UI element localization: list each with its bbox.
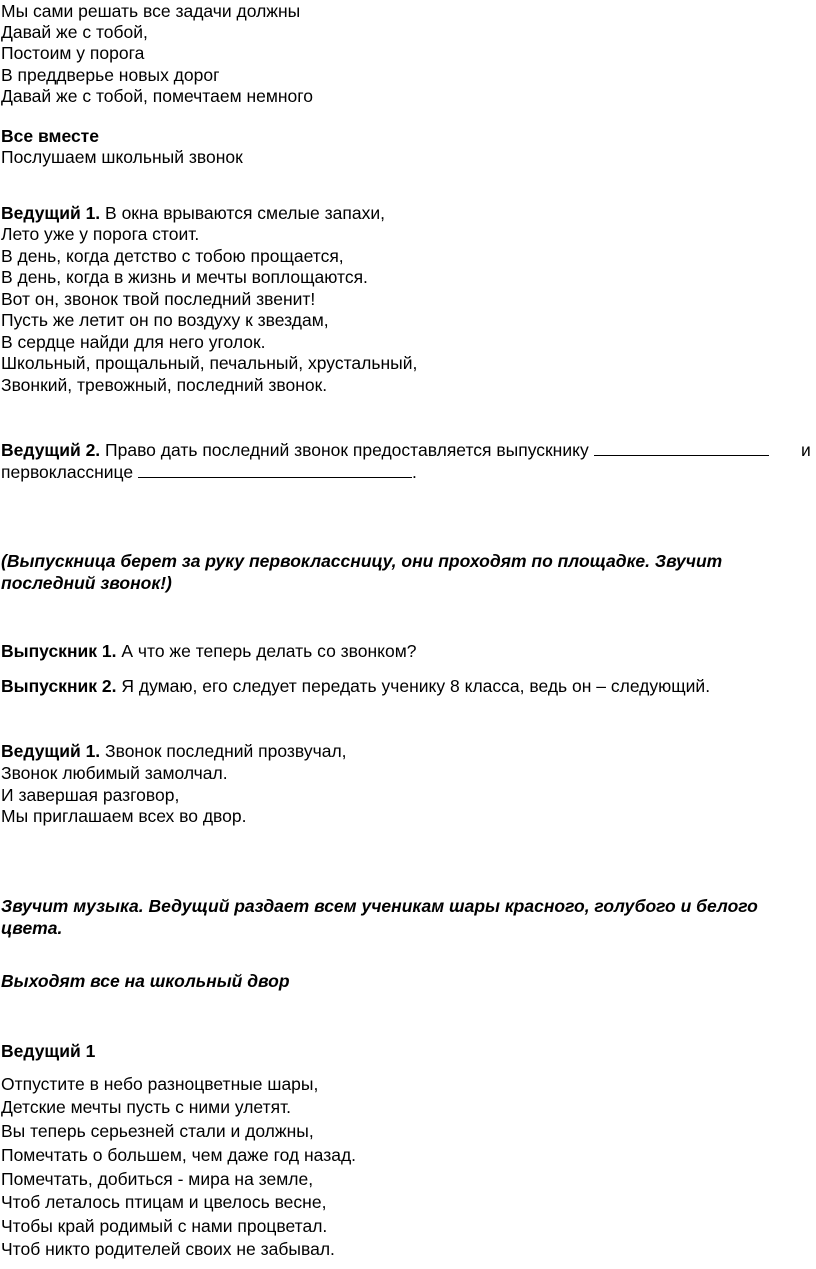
paragraph-line <box>1 439 769 461</box>
speaker-label: Выпускник 2. <box>1 676 117 696</box>
speaker-label: Выпускник 1. <box>1 641 117 661</box>
verse-line: Мы сами решать все задачи должны <box>1 1 301 21</box>
stage-direction: цвета. <box>1 918 63 938</box>
speaker-label: Все вместе <box>1 126 99 146</box>
verse-line: Помечтать, добиться - мира на земле, <box>1 1169 314 1189</box>
verse-line: Мы приглашаем всех во двор. <box>1 806 247 826</box>
verse-line: Давай же с тобой, <box>1 22 148 42</box>
stage-direction: Звучит музыка. Ведущий раздает всем ученикам шары красного, голубого и белого <box>1 896 758 916</box>
speaker-label: Ведущий 1. <box>1 741 101 761</box>
verse-line: В сердце найди для него уголок. <box>1 332 266 352</box>
verse-line: Чтоб леталось птицам и цвелось весне, <box>1 1192 327 1212</box>
verse-line: Звонок любимый замолчал. <box>1 763 228 783</box>
verse-line: Чтобы край родимый с нами процветал. <box>1 1216 328 1236</box>
stage-direction: (Выпускница берет за руку первоклассницу, они проходят по площадке. Звучит <box>1 551 723 571</box>
paragraph-text: Право дать последний звонок предоставляется выпускнику <box>100 440 594 460</box>
fill-in-blank <box>594 441 769 456</box>
speaker-label: Ведущий 2. <box>1 440 101 460</box>
verse-line: Лето уже у порога стоит. <box>1 224 200 244</box>
paragraph-line <box>1 675 710 697</box>
verse-line: Чтоб никто родителей своих не забывал. <box>1 1239 335 1259</box>
verse-line: Помечтать о большем, чем даже год назад. <box>1 1145 357 1165</box>
verse-line: Звонкий, тревожный, последний звонок. <box>1 375 328 395</box>
verse-line: Детские мечты пусть с ними улетят. <box>1 1097 292 1117</box>
verse-line: Послушаем школьный звонок <box>1 147 243 167</box>
verse-line: И завершая разговор, <box>1 785 180 805</box>
verse-text: В окна врываются смелые запахи, <box>100 203 385 223</box>
paragraph-line <box>1 640 417 662</box>
fill-in-blank <box>138 463 412 478</box>
verse-line <box>1 740 347 762</box>
stage-direction: последний звонок!) <box>1 573 172 593</box>
paragraph-text: Я думаю, его следует передать ученику 8 класса, ведь он – следующий. <box>116 676 711 696</box>
speaker-label: Ведущий 1 <box>1 1041 96 1061</box>
verse-line: Постоим у порога <box>1 43 145 63</box>
verse-line: Давай же с тобой, помечтаем немного <box>1 86 314 106</box>
verse-line <box>1 202 385 224</box>
verse-line: В день, когда детство с тобою прощается, <box>1 246 344 266</box>
verse-text: Звонок последний прозвучал, <box>100 741 347 761</box>
verse-line: Вы теперь серьезней стали и должны, <box>1 1121 314 1141</box>
paragraph-text: первокласснице <box>1 462 138 482</box>
verse-line: Вот он, звонок твой последний звенит! <box>1 289 316 309</box>
speaker-label: Ведущий 1. <box>1 203 101 223</box>
paragraph-text: А что же теперь делать со звонком? <box>116 641 417 661</box>
verse-line: Пусть же летит он по воздуху к звездам, <box>1 310 329 330</box>
verse-line: В день, когда в жизнь и мечты воплощаются. <box>1 267 368 287</box>
verse-line: Школьный, прощальный, печальный, хрустальный, <box>1 353 418 373</box>
paragraph-line <box>1 461 417 483</box>
paragraph-text: . <box>411 462 417 482</box>
verse-line: Отпустите в небо разноцветные шары, <box>1 1074 319 1094</box>
stage-direction: Выходят все на школьный двор <box>1 971 290 991</box>
verse-line: В преддверье новых дорог <box>1 65 220 85</box>
paragraph-text: и <box>801 440 811 460</box>
